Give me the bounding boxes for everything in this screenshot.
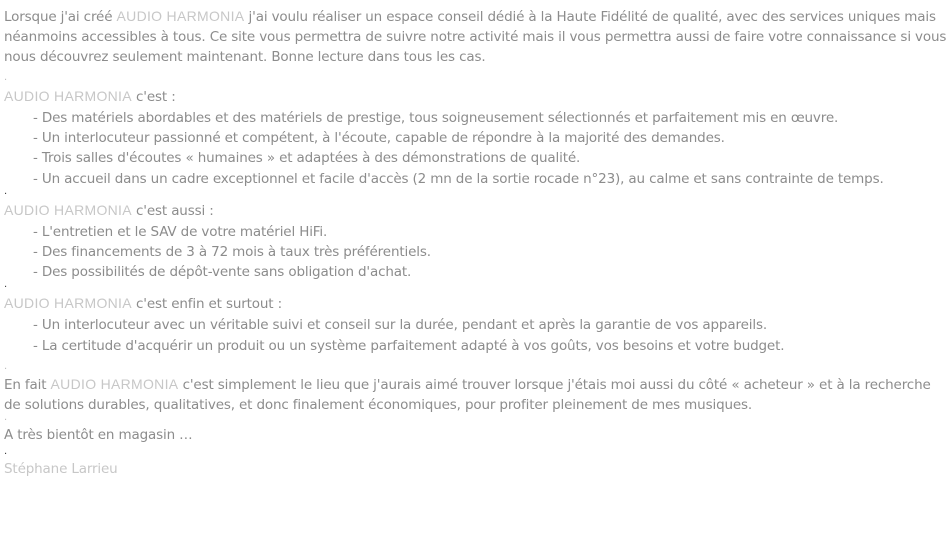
separator-dot: . [4,445,8,457]
brand-name: AUDIO HARMONIA [116,8,245,24]
signature: Stéphane Larrieu [4,460,118,477]
section3-suffix: c'est enfin et surtout : [131,296,282,313]
brand-name: AUDIO HARMONIA [50,375,179,392]
section2-list [4,222,948,283]
list-item: - Des possibilités de dépôt-vente sans obligation d'achat. [33,264,412,281]
conclusion-after: c'est simplement le lieu que j'aurais aimé trouver lorsque j'étais moi aussi du côté « acheteur » et à la recherche de solutions durables, qualitatives, et donc finalement économiques, pour profiter pleinement de mes musiques. [4,376,931,413]
separator-dot: . [4,279,8,291]
intro-after: j'ai voulu réaliser un espace conseil dédié à la Haute Fidélité de qualité, avec des services uniques mais néanmoins accessibles à tous. Ce site vous permettra de suivre notre activité mais il vous permettra aussi de faire votre connaissance si vous nous découvrez seulement maintenant. Bonne lecture dans tous les cas. [4,9,947,65]
separator-dot: . [4,185,8,197]
conclusion-paragraph [4,374,948,415]
separator-dot: . [4,72,8,83]
section2-suffix: c'est aussi : [131,202,214,219]
separator-dot: . [4,411,8,423]
separator-dot: . [4,360,8,372]
list-item: - L'entretien et le SAV de votre matériel HiFi. [33,223,328,240]
section1-heading [4,85,948,108]
section3-list [4,315,948,355]
intro-paragraph [4,6,948,67]
list-item: - Un interlocuteur passionné et compétent, à l'écoute, capable de répondre à la majorité des demandes. [33,130,725,147]
brand-name: AUDIO HARMONIA [4,201,132,218]
brand-name: AUDIO HARMONIA [4,88,132,104]
list-item: - Des financements de 3 à 72 mois à taux très préférentiels. [33,244,431,261]
list-item: - Un accueil dans un cadre exceptionnel et facile d'accès (2 mn de la sortie rocade n°23), au calme et sans contrainte de temps. [33,170,884,187]
conclusion-before: En fait [4,376,51,393]
section1-suffix: c'est : [131,89,176,105]
list-item: - Des matériels abordables et des matériels de prestige, tous soigneusement sélectionnés et parfaitement mis en œuvre. [33,110,839,126]
section1-list [4,108,948,189]
section2-heading [4,199,948,222]
list-item: - Un interlocuteur avec un véritable suivi et conseil sur la durée, pendant et après la garantie de vos appareils. [33,317,767,334]
list-item: - La certitude d'acquérir un produit ou un système parfaitement adapté à vos goûts, vos besoins et votre budget. [33,337,785,354]
list-item: - Trois salles d'écoutes « humaines » et adaptées à des démonstrations de qualité. [33,150,581,167]
intro-before: Lorsque j'ai créé [4,9,117,25]
section3-heading [4,292,948,315]
brand-name: AUDIO HARMONIA [4,295,132,312]
closing-line: A très bientôt en magasin … [4,426,193,443]
article-body [4,6,948,479]
